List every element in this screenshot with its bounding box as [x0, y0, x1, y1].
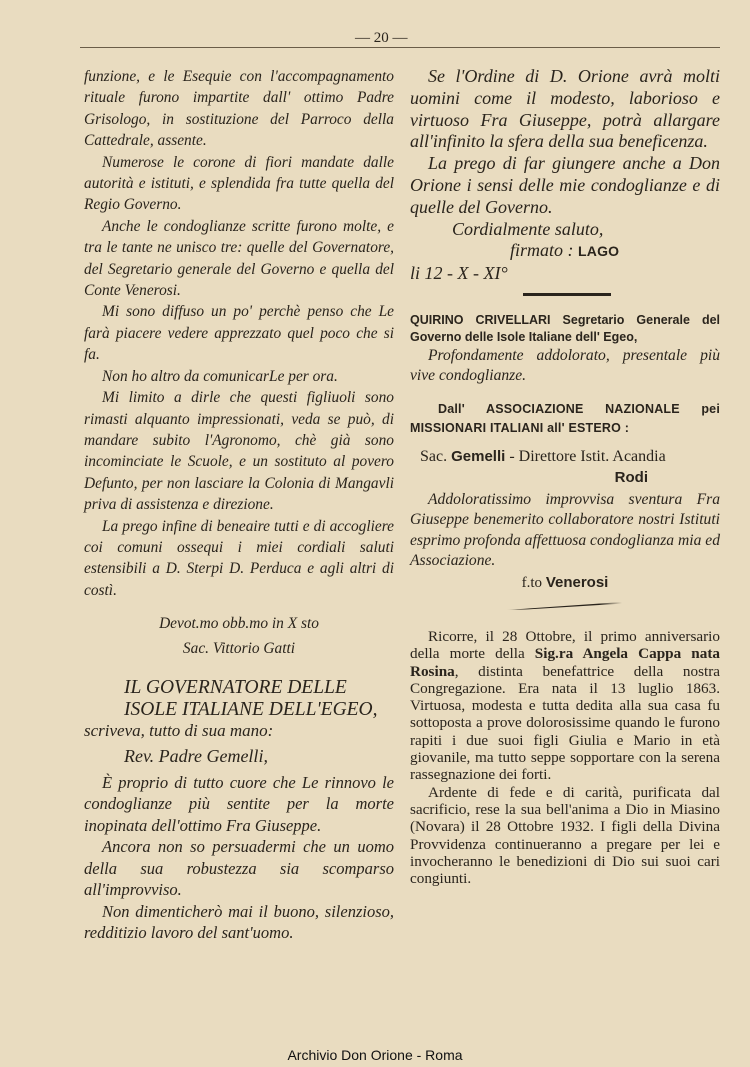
- left-paragraph-5: Non ho altro da comunicarLe per ora.: [102, 367, 338, 385]
- fto-prefix: f.to: [521, 574, 546, 591]
- page-number: — 20 —: [355, 30, 408, 46]
- signed-label: firmato :: [510, 240, 574, 261]
- anniversary-text-a: Ricorre, il 28 Ottobre, il primo anniversario della morte della: [410, 627, 720, 663]
- address-city: Rodi: [614, 468, 648, 486]
- crivellari-header: [410, 312, 720, 346]
- signed-name: LAGO: [578, 243, 620, 260]
- address-rest: - Direttore Istit. Acandia: [505, 447, 666, 465]
- letter-date: li 12 - X - XI°: [410, 263, 508, 284]
- right-paragraph-1: Se l'Ordine di D. Orione avrà molti uomini come il modesto, laborioso e virtuoso Fra Giuseppe, potrà allargare all'infinito la sfera della sua beneficenza.: [410, 66, 720, 152]
- crivellari-message: Profondamente addolorato, presentale più vive condoglianze.: [410, 346, 720, 384]
- anniversary-text-b: , distinta benefattrice della nostra Congregazione. Era nata il 13 luglio 1863. Virtuosa, modesta e tutta dedita alla sua casa fu sottoposta a prove dolorosissime quando le furono rapiti i due suoi figli Giulia e Mario in età giovanile, ma tutto seppe sopportare con la serena rassegnazione dei forti.: [410, 662, 720, 784]
- left-paragraph-1: funzione, e le Esequie con l'accompagnamento rituale furono impartite dall' ottimo Padre Grisologo, in sostituzione del Parroco della Cattedrale, assente.: [84, 68, 394, 150]
- governor-salutation: Rev. Padre Gemelli,: [124, 746, 268, 767]
- left-paragraph-3: Anche le condoglianze scritte furono molte, e tra le tante ne unisco tre: quelle del Governatore, del Segretario generale del Governo e quella del Conte Venerosi.: [84, 217, 394, 300]
- left-paragraph-6: Mi limito a dirle che questi figliuoli sono rimasti alquanto impressionati, veda se può, di mandare subito l'Agronomo, chè già sono incominciate le Scuole, e un sostituto al povero Defunto, per non lasciare la Colonia di Mangavli priva di assistenza e direzione.: [84, 389, 394, 514]
- telegram-address: [410, 446, 720, 467]
- header-rule: [80, 47, 720, 48]
- left-paragraph-7: La prego infine di beneaire tutti e di accogliere coi comuni ossequi i miei cordiali saluti estensibili a D. Sterpi D. Perduca e agli altri di costì.: [84, 517, 394, 599]
- greeting: Cordialmente saluto,: [452, 218, 604, 239]
- letter-closing: Devot.mo obb.mo in X sto: [159, 615, 319, 633]
- anniversary-name: Sig.ra Angela Cappa nata Rosina: [410, 645, 720, 680]
- fto-name: Venerosi: [545, 573, 609, 591]
- governor-paragraph-1: È proprio di tutto cuore che Le rinnovo le condoglianze più sentite per la morte inopinata dell'ottimo Fra Giuseppe.: [84, 772, 394, 835]
- left-paragraph-2: Numerose le corone di fiori mandate dalle autorità e istituti, e splendida fra tutte quella del Regio Governo.: [84, 153, 394, 214]
- crivellari-name: QUIRINO CRIVELLARI: [410, 312, 551, 327]
- governor-paragraph-3: Non dimenticherò mai il buono, silenzioso, redditizio lavoro del sant'uomo.: [84, 901, 394, 943]
- letter-signature: Sac. Vittorio Gatti: [182, 640, 296, 658]
- right-column: [410, 66, 720, 887]
- address-prefix: Sac.: [420, 447, 452, 465]
- ornamental-divider: [506, 602, 622, 610]
- signed-line: [510, 240, 720, 263]
- crivellari-title: Segretario Generale del Governo delle Isole Italiane dell' Egeo,: [410, 312, 721, 344]
- governor-subheading: scriveva, tutto di sua mano:: [84, 721, 274, 741]
- left-column: [84, 66, 394, 944]
- telegram-signature: [410, 574, 720, 592]
- section-divider: [523, 293, 611, 296]
- governor-heading: IL GOVERNATORE DELLE ISOLE ITALIANE DELL'EGEO,: [124, 677, 378, 721]
- governor-paragraph-2: Ancora non so persuadermi che un uomo della sua robustezza sia scomparso all'improvviso.: [84, 837, 394, 900]
- telegram-text: Addoloratissimo improvvisa sventura Fra Giuseppe benemerito collaboratore nostri Istituti esprimo profonda affettuosa condoglianza mia ed Associazione.: [410, 490, 720, 570]
- association-header: Dall' ASSOCIAZIONE NAZIONALE pei MISSIONARI ITALIANI all' ESTERO :: [410, 401, 720, 435]
- left-paragraph-4: Mi sono diffuso un po' perchè penso che Le farà piacere vedere apprezzato quel poco che si fa.: [84, 303, 394, 364]
- address-name: Gemelli: [451, 447, 506, 465]
- anniversary-paragraph-2: Ardente di fede e di carità, purificata dal sacrificio, rese la sua bell'anima a Dio in Miasino (Novara) il 28 Ottobre 1932. I figli della Divina Provvidenza continueranno a pregare per lei e invocheranno le benedizioni di Dio sui suoi cari congiunti.: [410, 783, 720, 888]
- archive-footer: Archivio Don Orione - Roma: [287, 1047, 463, 1063]
- anniversary-paragraph-1: [410, 628, 720, 784]
- right-paragraph-2: La prego di far giungere anche a Don Orione i sensi delle mie condoglianze e di quelle del Governo.: [410, 153, 720, 217]
